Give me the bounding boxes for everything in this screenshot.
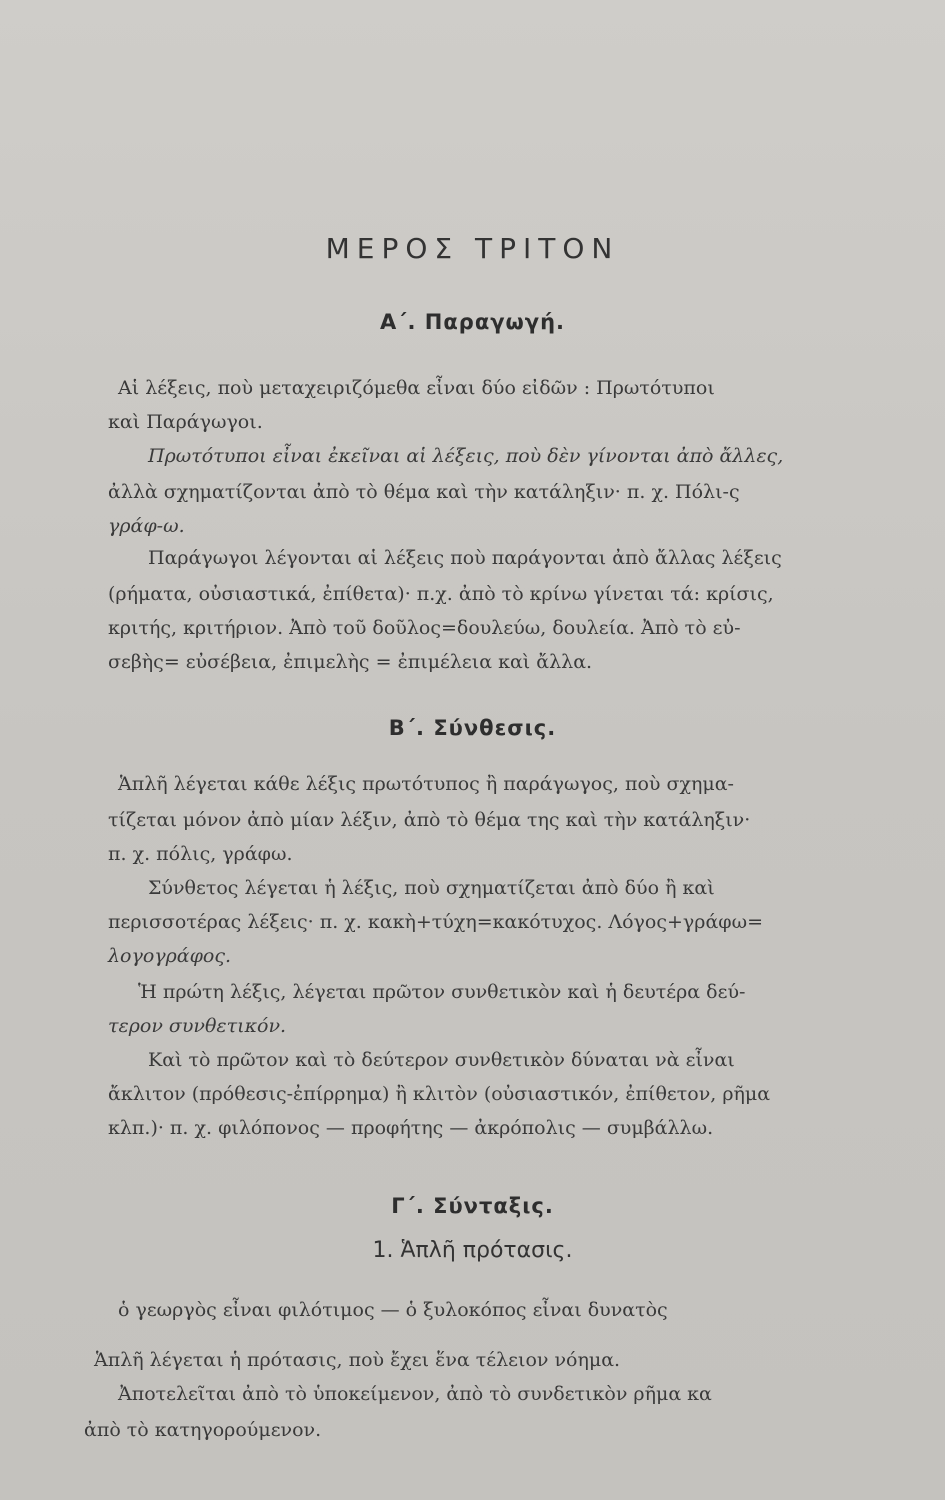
text-line: Παράγωγοι λέγονται αἱ λέξεις ποὺ παράγονται ἀπὸ ἄλλας λέξεις	[148, 547, 782, 569]
text-line: ἀλλὰ σχηματίζονται ἀπὸ τὸ θέμα καὶ τὴν κατάληξιν· π. χ. Πόλι-ς	[108, 481, 740, 503]
text-line: (ρήματα, οὐσιαστικά, ἐπίθετα)· π.χ. ἀπὸ τὸ κρίνω γίνεται τά: κρίσις,	[108, 583, 774, 605]
text-line: κριτής, κριτήριον. Ἀπὸ τοῦ δοῦλος=δουλεύω, δουλεία. Ἀπὸ τὸ εὐ-	[108, 617, 741, 639]
text-line: περισσοτέρας λέξεις· π. χ. κακὴ+τύχη=κακότυχος. Λόγος+γράφω=	[108, 911, 763, 933]
text-line: π. χ. πόλις, γράφω.	[108, 843, 293, 865]
text-line: καὶ Παράγωγοι.	[108, 411, 263, 433]
example-line: ὁ γεωργὸς εἶναι φιλότιμος — ὁ ξυλοκόπος εἶναι δυνατὸς	[118, 1299, 668, 1321]
part-title: ΜΕΡΟΣ ΤΡΙΤΟΝ	[325, 232, 620, 265]
text-line: Καὶ τὸ πρῶτον καὶ τὸ δεύτερον συνθετικὸν δύναται νὰ εἶναι	[148, 1049, 735, 1071]
text-line: ἀπὸ τὸ κατηγορούμενον.	[84, 1419, 322, 1441]
text-line: κλπ.)· π. χ. φιλόπονος — προφήτης — ἀκρόπολις — συμβάλλω.	[108, 1117, 714, 1139]
text-line: Ἡ πρώτη λέξις, λέγεται πρῶτον συνθετικὸν καὶ ἡ δευτέρα δεύ-	[138, 981, 746, 1003]
text-line: Ἁπλῆ λέγεται ἡ πρότασις, ποὺ ἔχει ἕνα τέλειον νόημα.	[94, 1349, 621, 1371]
section-heading-paragogi: Α΄. Παραγωγή.	[379, 310, 566, 334]
text-line: Αἱ λέξεις, ποὺ μεταχειριζόμεθα εἶναι δύο εἰδῶν : Πρωτότυποι	[118, 377, 715, 399]
text-line: σεβὴς= εὐσέβεια, ἐπιμελὴς = ἐπιμέλεια καὶ ἄλλα.	[108, 651, 593, 673]
text-line: Πρωτότυποι εἶναι ἐκεῖναι αἱ λέξεις, ποὺ δὲν γίνονται ἀπὸ ἄλλες,	[148, 445, 784, 467]
text-line: Σύνθετος λέγεται ἡ λέξις, ποὺ σχηματίζεται ἀπὸ δύο ἢ καὶ	[148, 877, 715, 899]
text-line: τερον συνθετικόν.	[108, 1015, 287, 1037]
text-line: Ἀποτελεῖται ἀπὸ τὸ ὑποκείμενον, ἀπὸ τὸ συνδετικὸν ρῆμα κα	[118, 1383, 712, 1405]
section-heading-synthesis: Β΄. Σύνθεσις.	[388, 716, 557, 740]
text-line: λογογράφος.	[108, 945, 232, 967]
text-line: γράφ-ω.	[108, 515, 185, 537]
section-heading-syntaxis: Γ΄. Σύνταξις.	[391, 1194, 554, 1218]
subsection-heading: 1. Ἁπλῆ πρότασις.	[372, 1238, 573, 1263]
text-line: ἄκλιτον (πρόθεσις-ἐπίρρημα) ἢ κλιτὸν (οὐσιαστικόν, ἐπίθετον, ρῆμα	[108, 1083, 771, 1105]
text-line: Ἁπλῆ λέγεται κάθε λέξις πρωτότυπος ἢ παράγωγος, ποὺ σχημα-	[118, 773, 734, 795]
text-line: τίζεται μόνον ἀπὸ μίαν λέξιν, ἀπὸ τὸ θέμα της καὶ τὴν κατάληξιν·	[108, 809, 751, 831]
